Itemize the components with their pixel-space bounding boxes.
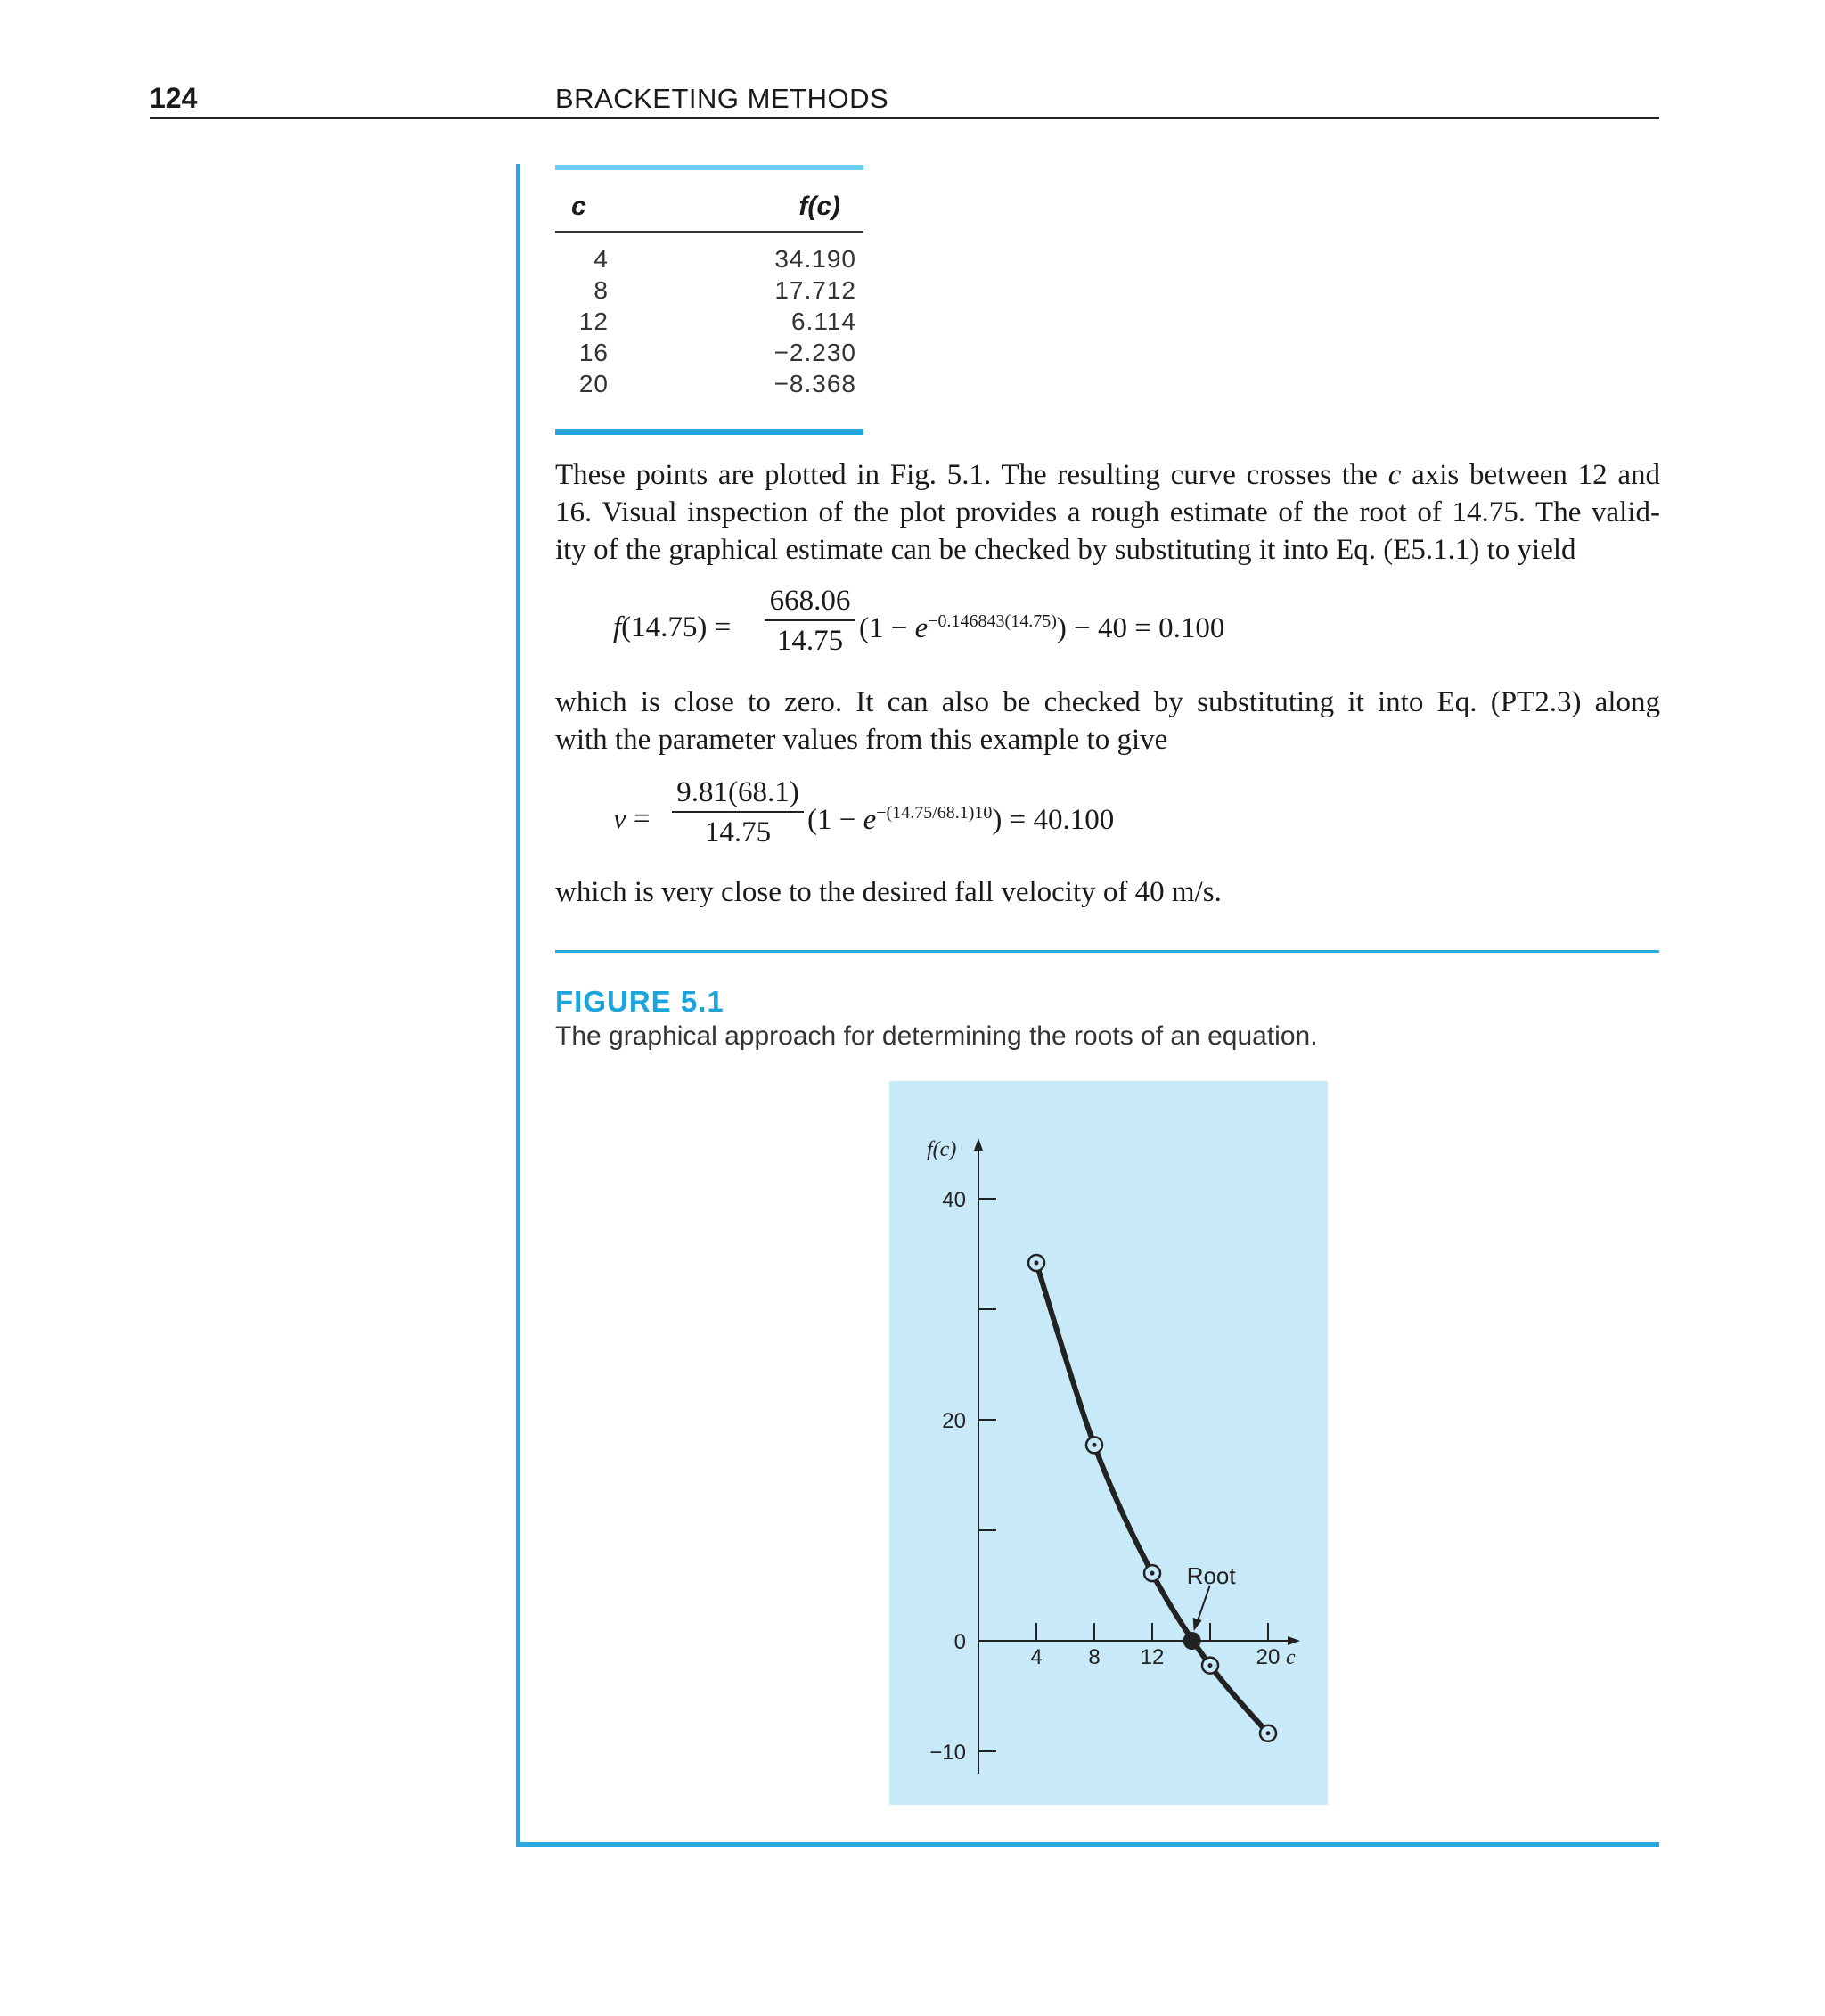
x-tick-label: 12 xyxy=(1140,1645,1165,1669)
equation-lhs xyxy=(613,803,651,836)
cell-fc: −2.230 xyxy=(773,339,856,366)
text-run: axis between 12 and xyxy=(1401,459,1660,491)
cell-fc: −8.368 xyxy=(773,370,856,397)
text-run: (1 − xyxy=(807,804,863,836)
paragraph-line xyxy=(555,456,1660,494)
fraction-bar xyxy=(765,619,855,621)
cell-c: 20 xyxy=(578,370,609,397)
table-row xyxy=(555,370,863,401)
table-row xyxy=(555,339,863,370)
data-point-dot xyxy=(1208,1663,1213,1668)
table-row xyxy=(555,276,863,307)
y-tick-label: 40 xyxy=(942,1188,966,1212)
exponent: −0.146843(14.75) xyxy=(928,611,1057,631)
x-tick-label: 4 xyxy=(1030,1645,1043,1669)
equation-lhs-arg: (14.75) = xyxy=(621,611,732,643)
equation-velocity-check xyxy=(613,776,1237,865)
denominator: 14.75 xyxy=(704,816,772,848)
data-point-dot xyxy=(1266,1731,1271,1735)
table-row xyxy=(555,245,863,276)
table-body xyxy=(555,233,863,429)
example-bottom-bar xyxy=(516,1842,1659,1847)
text-run: ) − 40 = 0.100 xyxy=(1056,612,1225,644)
paragraph-velocity-conclusion xyxy=(555,873,1660,911)
table-bottom-rule xyxy=(555,429,863,435)
equation-f-check xyxy=(613,585,1326,674)
column-header-c: c xyxy=(571,192,586,221)
figure-label: FIGURE 5.1 xyxy=(555,985,724,1018)
running-title: BRACKETING METHODS xyxy=(555,83,889,114)
fraction xyxy=(672,776,804,849)
cell-fc: 17.712 xyxy=(774,276,856,304)
equation-lhs xyxy=(613,611,731,644)
exponent: −(14.75/68.1)10 xyxy=(876,803,993,823)
text-run: ) = 40.100 xyxy=(992,804,1115,836)
x-axis-label: c xyxy=(1286,1646,1296,1669)
cell-fc: 34.190 xyxy=(774,245,856,273)
root-pointer-arrowhead xyxy=(1193,1618,1202,1631)
figure-top-rule xyxy=(555,950,1659,953)
data-table xyxy=(555,165,863,435)
data-point-dot xyxy=(1035,1261,1039,1266)
x-tick-label: 8 xyxy=(1088,1645,1101,1669)
cell-c: 8 xyxy=(593,276,609,304)
figure-caption: The graphical approach for determining the roots of an equation. xyxy=(555,1021,1318,1051)
cell-fc: 6.114 xyxy=(791,307,856,335)
paragraph-line: 16. Visual inspection of the plot provides a rough estimate of the root of 14.75. The valid- xyxy=(555,496,1660,529)
cell-c: 12 xyxy=(578,307,609,335)
page-number: 124 xyxy=(150,82,198,114)
numerator: 9.81(68.1) xyxy=(676,776,799,808)
euler-e: e xyxy=(914,612,929,644)
y-tick-label: 0 xyxy=(953,1630,966,1654)
table-header xyxy=(555,170,863,233)
paragraph-plot-description xyxy=(555,456,1660,569)
y-tick-label: −10 xyxy=(929,1741,966,1765)
variable-c: c xyxy=(1387,459,1402,491)
paragraph-line: which is close to zero. It can also be checked by substituting it into Eq. (PT2.3) along xyxy=(555,686,1660,718)
y-axis-label: f(c) xyxy=(927,1138,957,1161)
table-row xyxy=(555,307,863,339)
column-header-fc: f(c) xyxy=(798,192,840,221)
variable-v: v xyxy=(613,803,626,835)
equation-rhs xyxy=(807,803,1114,837)
fraction-bar xyxy=(672,811,804,813)
x-axis-arrow xyxy=(1288,1636,1300,1645)
chart-svg xyxy=(889,1081,1328,1805)
text-run: = xyxy=(626,803,651,835)
numerator: 668.06 xyxy=(769,585,851,617)
function-f: f xyxy=(613,611,622,643)
equation-rhs xyxy=(859,611,1224,645)
root-label: Root xyxy=(1186,1562,1236,1589)
x-tick-label: 20 xyxy=(1256,1645,1281,1669)
text-run: (1 − xyxy=(859,612,915,644)
data-point-dot xyxy=(1150,1571,1155,1576)
cell-c: 16 xyxy=(578,339,609,366)
paragraph-close-to-zero xyxy=(555,684,1660,758)
figure-chart-panel xyxy=(889,1081,1328,1805)
euler-e: e xyxy=(863,804,877,836)
paragraph-line: ity of the graphical estimate can be checked by substituting it into Eq. (E5.1.1) to yield xyxy=(555,534,1576,566)
data-point-dot xyxy=(1093,1443,1097,1447)
text-run: These points are plotted in Fig. 5.1. The resulting curve crosses the xyxy=(555,459,1388,491)
header-rule xyxy=(150,117,1659,119)
paragraph-line: which is very close to the desired fall velocity of 40 m/s. xyxy=(555,876,1222,908)
denominator: 14.75 xyxy=(776,625,844,657)
example-left-bar xyxy=(516,164,520,1847)
cell-c: 4 xyxy=(593,245,609,273)
fraction xyxy=(765,585,855,658)
y-axis-arrow xyxy=(974,1138,983,1151)
root-marker xyxy=(1183,1632,1201,1650)
paragraph-line: with the parameter values from this example to give xyxy=(555,724,1168,756)
y-tick-label: 20 xyxy=(942,1409,966,1433)
